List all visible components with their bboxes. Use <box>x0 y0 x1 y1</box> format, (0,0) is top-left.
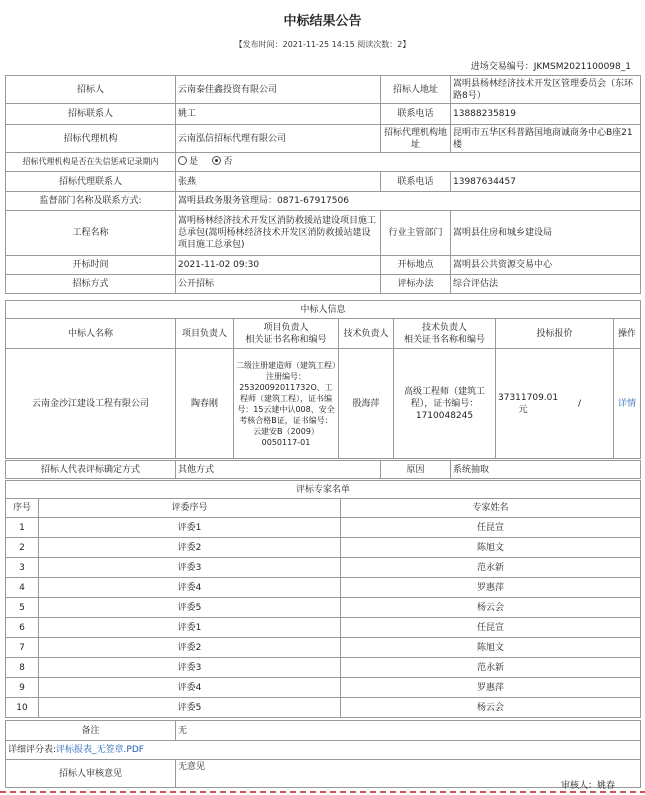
expert-role: 评委3 <box>39 658 341 678</box>
agency-addr-value: 昆明市五华区科普路国地商诚商务中心B座21楼 <box>451 125 641 153</box>
reviewer: 审核人：姚春 <box>560 781 615 791</box>
tenderer-addr-label: 招标人地址 <box>381 76 451 104</box>
reason-label: 原因 <box>381 461 451 479</box>
expert-name: 杨云会 <box>341 698 641 718</box>
expert-row <box>6 558 641 578</box>
agency-contact-label: 招标代理联系人 <box>6 172 176 192</box>
expert-role: 评委1 <box>39 618 341 638</box>
col-role: 评委序号 <box>39 499 341 518</box>
expert-role: 评委4 <box>39 578 341 598</box>
agency-label: 招标代理机构 <box>6 125 176 153</box>
radio-selected-icon <box>212 156 221 165</box>
open-place-value: 嵩明县公共资源交易中心 <box>451 256 641 275</box>
agency-contact-value: 张燕 <box>176 172 381 192</box>
supervisor-value: 嵩明县政务服务管理局：0871-67917506 <box>176 192 641 211</box>
eval-value: 综合评估法 <box>451 275 641 294</box>
agency-addr-label: 招标代理机构地址 <box>381 125 451 153</box>
basic-info-table <box>5 75 641 294</box>
expert-no: 2 <box>6 538 39 558</box>
project-label: 工程名称 <box>6 211 176 256</box>
bad-record-options <box>176 153 641 172</box>
phone-label: 联系电话 <box>381 104 451 125</box>
method-value: 公开招标 <box>176 275 381 294</box>
project-value: 嵩明杨林经济技术开发区消防救援站建设项目施工总承包(嵩明杨林经济技术开发区消防救援站建设项目施工总承包) <box>176 211 381 256</box>
expert-no: 8 <box>6 658 39 678</box>
opinion-value: 无意见 <box>176 760 641 788</box>
publish-info: 【发布时间：2021-11-25 14:15 阅读次数：2】 <box>234 40 411 49</box>
radio-no-label: 否 <box>223 157 233 167</box>
expert-row <box>6 518 641 538</box>
report-row <box>6 741 641 760</box>
tender-phone-value: 13888235819 <box>451 104 641 125</box>
expert-no: 7 <box>6 638 39 658</box>
winner-detail-cell <box>614 349 641 459</box>
radio-yes-label: 是 <box>189 157 199 167</box>
expert-role: 评委2 <box>39 538 341 558</box>
expert-row <box>6 698 641 718</box>
doc-number: 进场交易编号：JKMSM2021100098_1 <box>470 62 631 72</box>
col-pm-cert: 项目负责人 相关证书名称和编号 <box>234 319 339 349</box>
winner-name: 云南金沙江建设工程有限公司 <box>6 349 176 459</box>
expert-role: 评委1 <box>39 518 341 538</box>
expert-row <box>6 678 641 698</box>
expert-no: 1 <box>6 518 39 538</box>
expert-role: 评委5 <box>39 698 341 718</box>
expert-row <box>6 538 641 558</box>
col-pm: 项目负责人 <box>176 319 234 349</box>
reason-value: 系统抽取 <box>451 461 641 479</box>
experts-table <box>5 480 641 718</box>
rep-label: 招标人代表评标确定方式 <box>6 461 176 479</box>
expert-rows <box>6 518 641 718</box>
expert-name: 任昆宣 <box>341 518 641 538</box>
expert-name: 罗惠萍 <box>341 678 641 698</box>
expert-name: 杨云会 <box>341 598 641 618</box>
bad-record-label: 招标代理机构是否在失信惩戒记录期内 <box>6 153 176 172</box>
expert-name: 任昆宣 <box>341 618 641 638</box>
expert-no: 9 <box>6 678 39 698</box>
winner-pm: 陶春刚 <box>176 349 234 459</box>
report-file-link[interactable]: 评标报表_无签章.PDF <box>56 745 144 755</box>
detail-link[interactable]: 详情 <box>618 398 637 409</box>
expert-row <box>6 658 641 678</box>
radio-yes[interactable] <box>178 157 198 167</box>
supervisor-label: 监督部门名称及联系方式: <box>6 192 176 211</box>
col-no: 序号 <box>6 499 39 518</box>
tenderer-addr-value: 嵩明县杨林经济技术开发区管理委员会（东环路8号） <box>451 76 641 104</box>
winner-section-title: 中标人信息 <box>6 301 641 319</box>
tender-contact-value: 姚工 <box>176 104 381 125</box>
eval-label: 评标办法 <box>381 275 451 294</box>
expert-row <box>6 578 641 598</box>
open-time-label: 开标时间 <box>6 256 176 275</box>
opinion-label: 招标人审核意见 <box>6 760 176 788</box>
open-place-label: 开标地点 <box>381 256 451 275</box>
remark-label: 备注 <box>6 721 176 741</box>
expert-no: 4 <box>6 578 39 598</box>
rep-table <box>5 460 641 479</box>
col-winner-name: 中标人名称 <box>6 319 176 349</box>
radio-circle-icon <box>178 156 187 165</box>
industry-value: 嵩明县住房和城乡建设局 <box>451 211 641 256</box>
winner-tech-cert: 高级工程师（建筑工程），证书编号：1710048245 <box>394 349 496 459</box>
expert-name: 陈旭文 <box>341 638 641 658</box>
expert-role: 评委4 <box>39 678 341 698</box>
expert-no: 3 <box>6 558 39 578</box>
agency-value: 云南泓信招标代理有限公司 <box>176 125 381 153</box>
col-price: 投标报价 <box>496 319 614 349</box>
winner-table <box>5 300 641 459</box>
open-time-value: 2021-11-02 09:30 <box>176 256 381 275</box>
winner-tech: 殷海萍 <box>339 349 394 459</box>
expert-name: 范永新 <box>341 558 641 578</box>
rep-value: 其他方式 <box>176 461 381 479</box>
tender-contact-label: 招标联系人 <box>6 104 176 125</box>
expert-role: 评委3 <box>39 558 341 578</box>
winner-pm-cert: 二级注册建造师（建筑工程）注册编号：25320092011732O、工程师（建筑工程），证书编号：15云建中认008、安全考核合格B证，证书编号：云建安B（2009）0050117-01 <box>234 349 339 459</box>
expert-name: 范永新 <box>341 658 641 678</box>
expert-no: 5 <box>6 598 39 618</box>
expert-row <box>6 638 641 658</box>
winner-price-cell <box>496 349 614 459</box>
col-tech: 技术负责人 <box>339 319 394 349</box>
agency-phone-value: 13987634457 <box>451 172 641 192</box>
expert-role: 评委2 <box>39 638 341 658</box>
footer-table <box>5 720 641 788</box>
col-name: 专家姓名 <box>341 499 641 518</box>
expert-row <box>6 598 641 618</box>
tenderer-value: 云南泰佳鑫投资有限公司 <box>176 76 381 104</box>
industry-label: 行业主管部门 <box>381 211 451 256</box>
winner-price-slash: / <box>577 398 582 409</box>
tenderer-label: 招标人 <box>6 76 176 104</box>
expert-role: 评委5 <box>39 598 341 618</box>
expert-name: 罗惠萍 <box>341 578 641 598</box>
winner-price: 37311709.01元 <box>498 392 559 415</box>
report-prefix: 详细评分表: <box>8 745 57 755</box>
page-divider <box>0 791 645 793</box>
expert-no: 6 <box>6 618 39 638</box>
page-title: 中标结果公告 <box>283 14 362 29</box>
radio-no[interactable] <box>212 157 232 167</box>
method-label: 招标方式 <box>6 275 176 294</box>
agency-phone-label: 联系电话 <box>381 172 451 192</box>
expert-name: 陈旭文 <box>341 538 641 558</box>
expert-row <box>6 618 641 638</box>
col-action: 操作 <box>614 319 641 349</box>
remark-value: 无 <box>176 721 641 741</box>
expert-no: 10 <box>6 698 39 718</box>
col-tech-cert: 技术负责人 相关证书名称和编号 <box>394 319 496 349</box>
experts-section-title: 评标专家名单 <box>6 481 641 499</box>
